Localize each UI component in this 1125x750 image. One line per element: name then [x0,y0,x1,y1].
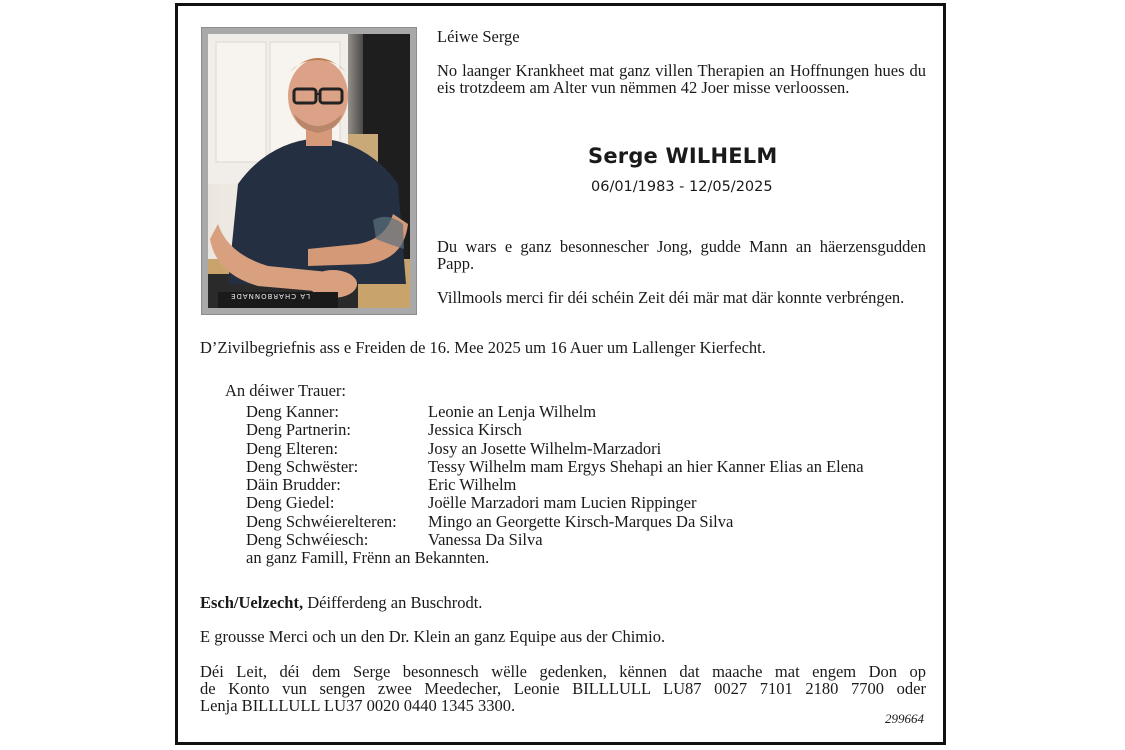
mourner-names: Mingo an Georgette Kirsch-Marques Da Silva [428,511,734,531]
mourner-row [246,476,864,494]
mourner-row [246,513,864,531]
mourner-names: Eric Wilhelm [428,475,517,495]
deceased-dates: 06/01/1983 - 12/05/2025 [591,179,773,195]
mourner-row [246,421,864,439]
mourners-list [246,403,864,568]
donation-line-2: de Konto vun sengen zwee Meedecher, Leonie BILLLULL LU87 0027 7101 2180 7700 oder [200,679,926,698]
ceremony-line: D’Zivilbegriefnis ass e Freiden de 16. Mee 2025 um 16 Auer um Lallenger Kierfecht. [200,338,766,357]
portrait-illustration [208,34,410,308]
mourner-names: Joëlle Marzadori mam Lucien Rippinger [428,493,697,513]
obituary-notice [175,3,946,745]
book-title: LA CHARBONNADE [230,292,311,300]
deceased-name: Serge WILHELM [588,144,778,168]
location-rest: Déifferdeng an Buschrodt. [303,593,483,612]
tribute-paragraph: Du wars e ganz besonnescher Jong, gudde Mann an häerzensgudden Papp. [437,237,926,273]
thanks-care-line: E grousse Merci och un den Dr. Klein an ganz Equipe aus der Chimio. [200,627,666,646]
mourner-role: Däin Brudder: [246,475,341,495]
mourner-role: Deng Schwëster: [246,456,359,476]
mourner-names: Jessica Kirsch [428,420,522,440]
mourner-role: Deng Kanner: [246,402,340,421]
mourner-role: Deng Schwéiesch: [246,530,369,550]
mourner-role: Deng Schwéierelteren: [246,511,397,531]
mourners-closing: an ganz Famill, Frënn an Bekannten. [246,548,490,568]
mourner-role: Deng Giedel: [246,493,335,513]
thanks-time-paragraph: Villmools merci fir déi schéin Zeit déi mär mat där konnte verbréngen. [437,288,905,307]
salutation: Léiwe Serge [437,27,520,46]
mourner-row [246,403,864,421]
location-line [200,594,482,611]
donation-line-1: Déi Leit, déi dem Serge besonnesch wëlle gedenken, kënnen dat maache mat engem Don op [200,662,926,681]
mourner-row [246,440,864,458]
mourner-row [246,494,864,512]
mourner-names: Josy an Josette Wilhelm-Marzadori [428,438,662,458]
intro-paragraph: No laanger Krankheet mat ganz villen Therapien an Hoffnungen hues du eis trotzdeem am Alter vun nëmmen 42 Joer misse verloossen. [437,61,926,97]
donation-line-3: Lenja BILLLULL LU37 0020 0440 1345 3300. [200,696,516,715]
mourners-heading: An déiwer Trauer: [225,381,346,400]
mourner-names: Tessy Wilhelm mam Ergys Shehapi an hier Kanner Elias an Elena [428,456,864,476]
mourner-names: Leonie an Lenja Wilhelm [428,402,597,421]
mourner-role: Deng Elteren: [246,438,339,458]
mourner-row [246,531,864,549]
mourner-role: Deng Partnerin: [246,420,351,440]
donation-paragraph [200,663,926,714]
portrait-photo [201,27,417,315]
mourner-names: Vanessa Da Silva [428,530,543,550]
location-place: Esch/Uelzecht, [200,593,304,612]
reference-number: 299664 [885,711,924,726]
portrait-image [208,34,410,308]
mourner-row [246,458,864,476]
